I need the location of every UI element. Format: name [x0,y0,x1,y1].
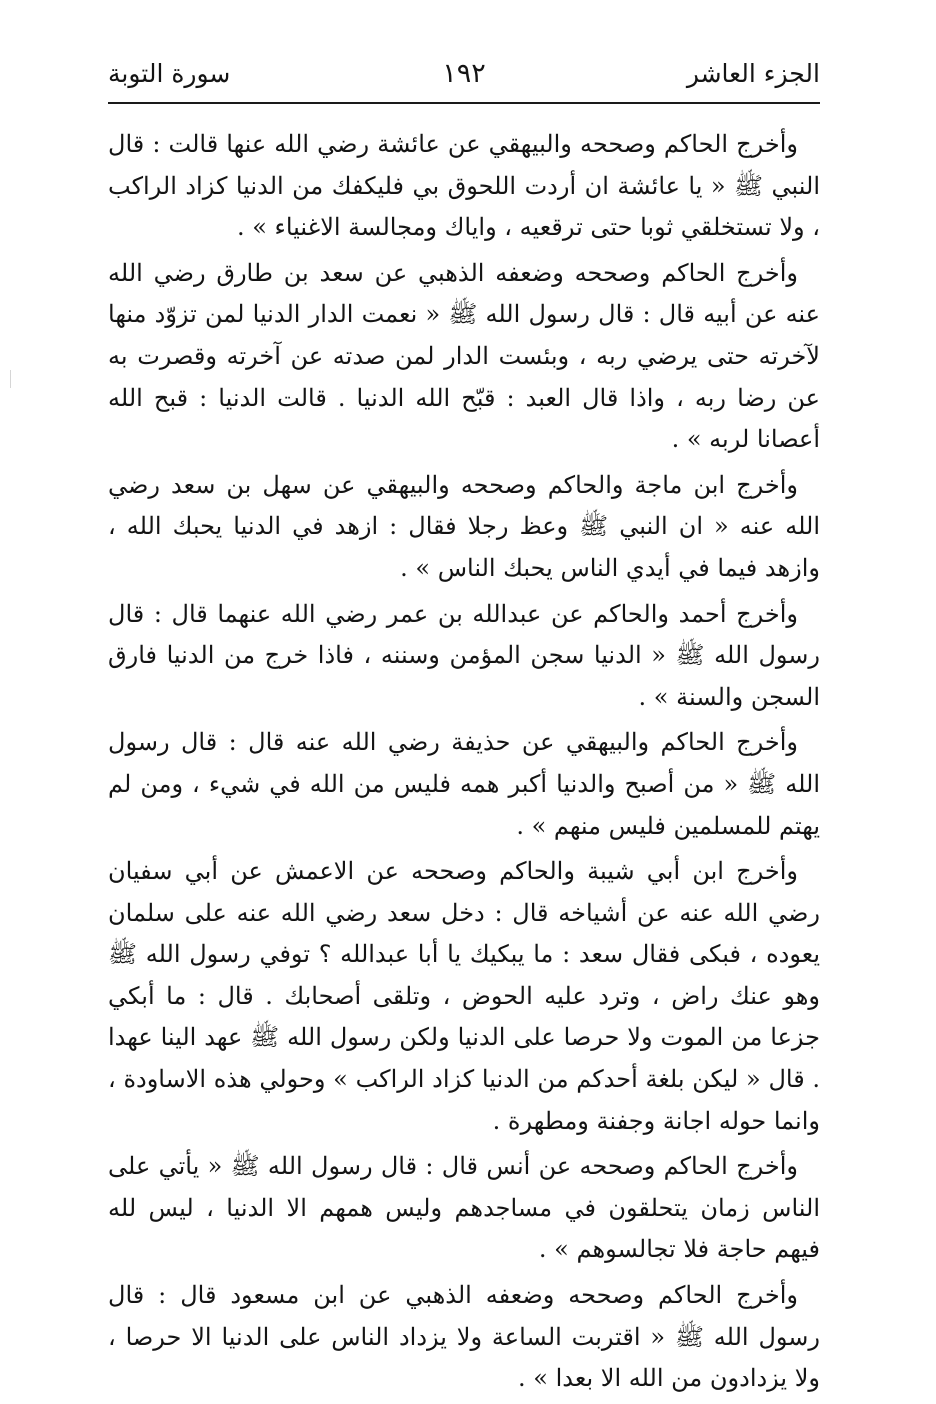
header-divider [108,102,820,104]
scan-margin-mark [10,370,11,388]
hadith-paragraph: وأخرج الحاكم والبيهقي عن حذيفة رضي الله عنه قال : قال رسول الله ﷺ « من أصبح والدنيا أكبر همه فليس من الله في شيء ، ومن لم يهتم للمسلمين فليس منهم » . [108,728,820,840]
hadith-paragraph: وأخرج الحاكم وصححه عن أنس قال : قال رسول الله ﷺ « يأتي على الناس زمان يتحلقون في مساجدهم وليس همهم الا الدنيا ، ليس لله فيهم حاجة فلا تجالسوهم » . [108,1152,820,1264]
part-title: الجزء العاشر [686,59,820,88]
hadith-paragraph: وأخرج أحمد والحاكم عن عبدالله بن عمر رضي الله عنهما قال : قال رسول الله ﷺ « الدنيا سجن المؤمن وسننه ، فاذا خرج من الدنيا فارق السجن والسنة » . [108,599,820,711]
page-number: ١٩٢ [442,58,486,89]
hadith-paragraph: وأخرج الحاكم وصححه وضعفه الذهبي عن ابن مسعود قال : قال رسول الله ﷺ « اقتربت الساعة ولا يزداد الناس على الدنيا الا حرصا ، ولا يزدادون من الله الا بعدا » . [108,1281,820,1393]
hadith-paragraph: وأخرج الحاكم وصححه وضعفه الذهبي عن سعد بن طارق رضي الله عنه عن أبيه قال : قال رسول الله ﷺ « نعمت الدار الدنيا لمن تزوّد منها لآخرته حتى يرضي ربه ، وبئست الدار لمن صدته عن آخرته وقصرت به عن رضا ربه ، واذا قال العبد : قبّح الله الدنيا . قالت الدنيا : قبح الله أعصانا لربه » . [108,258,820,454]
page-body [108,124,820,1404]
surah-title: سورة التوبة [108,59,231,88]
page-header [108,52,820,98]
hadith-paragraph: وأخرج ابن ماجة والحاكم وصححه والبيهقي عن سهل بن سعد رضي الله عنه « ان النبي ﷺ وعظ رجلا فقال : ازهد في الدنيا يحبك الله ، وازهد فيما في أيدي الناس يحبك الناس » . [108,470,820,582]
hadith-paragraph: وأخرج ابن أبي شيبة والحاكم وصححه عن الاعمش عن أبي سفيان رضي الله عنه عن أشياخه قال : دخل سعد رضي الله عنه على سلمان يعوده ، فبكى فقال سعد : ما يبكيك يا أبا عبدالله ؟ توفي رسول الله ﷺ وهو عنك راض ، وترد عليه الحوض ، وتلقى أصحابك . قال : ما أبكي جزعا من الموت ولا حرصا على الدنيا ولكن رسول الله ﷺ عهد الينا عهدا . قال « ليكن بلغة أحدكم من الدنيا كزاد الراكب » وحولي هذه الاساودة ، وانما حوله اجانة وجفنة ومطهرة . [108,857,821,1135]
hadith-paragraph: وأخرج الحاكم وصححه والبيهقي عن عائشة رضي الله عنها قالت : قال النبي ﷺ « يا عائشة ان أردت اللحوق بي فليكفك من الدنيا كزاد الراكب ، ولا تستخلقي ثوبا حتى ترقعيه ، واياك ومجالسة الاغنياء » . [108,130,820,242]
